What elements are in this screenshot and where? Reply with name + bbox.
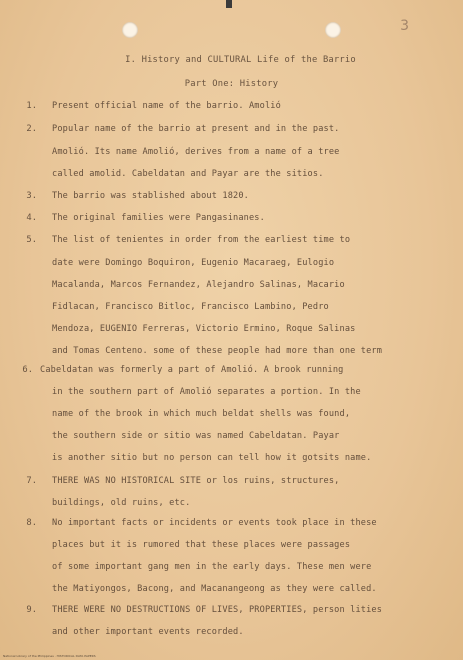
- item-line: The original families were Pangasinanes.: [52, 213, 265, 223]
- item-number: 7.: [26, 476, 37, 486]
- item-line: Popular name of the barrio at present and in the past.: [52, 124, 340, 134]
- item-line: name of the brook in which much beldat shells was found,: [52, 409, 351, 419]
- item-number: 4.: [26, 213, 37, 223]
- item-line: the southern side or sitio was named Cabeldatan. Payar: [52, 431, 340, 441]
- item-line: Cabeldatan was formerly a part of Amolió. A brook running: [40, 365, 344, 375]
- punch-hole-left: [122, 22, 138, 38]
- page-number: 3: [400, 18, 409, 34]
- item-line: of some important gang men in the early days. These men were: [52, 562, 372, 572]
- item-number: 1.: [26, 101, 37, 111]
- item-number: 5.: [26, 235, 37, 245]
- item-number: 8.: [26, 518, 37, 528]
- item-number: 2.: [26, 124, 37, 134]
- item-line: THERE WERE NO DESTRUCTIONS OF LIVES, PROPERTIES, person lities: [52, 605, 383, 615]
- item-line: Macalanda, Marcos Fernandez, Alejandro Salinas, Macario: [52, 280, 345, 290]
- punch-hole-right: [325, 22, 341, 38]
- edge-marker: [226, 0, 232, 8]
- item-line: Fidlacan, Francisco Bitloc, Francisco Lambino, Pedro: [52, 302, 329, 312]
- item-line: The barrio was stablished about 1820.: [52, 191, 249, 201]
- item-line: places but it is rumored that these places were passages: [52, 540, 351, 550]
- section-subtitle: Part One: History: [184, 79, 279, 89]
- item-line: The list of tenientes in order from the earliest time to: [52, 235, 351, 245]
- item-line: and other important events recorded.: [52, 627, 244, 637]
- item-line: THERE WAS NO HISTORICAL SITE or los ruins, structures,: [52, 476, 340, 486]
- item-line: and Tomas Centeno. some of these people had more than one term: [52, 346, 383, 356]
- item-line: called amolid. Cabeldatan and Payar are the sitios.: [52, 169, 324, 179]
- item-line: date were Domingo Boquiron, Eugenio Macaraeg, Eulogio: [52, 258, 335, 268]
- item-number: 9.: [26, 605, 37, 615]
- item-line: Amolió. Its name Amolió, derives from a name of a tree: [52, 147, 340, 157]
- item-line: in the southern part of Amolió separates a portion. In the: [52, 387, 361, 397]
- item-line: is another sitio but no person can tell how it gotsits name.: [52, 453, 372, 463]
- document-title: I. History and CULTURAL Life of the Barrio: [125, 55, 356, 65]
- item-line: Mendoza, EUGENIO Ferreras, Victorio Ermino, Roque Salinas: [52, 324, 356, 334]
- archive-footer: National Library of the Philippines · HISTORICAL DATA PAPERS: [3, 654, 96, 658]
- item-line: Present official name of the barrio. Amolió: [52, 101, 281, 111]
- item-line: No important facts or incidents or events took place in these: [52, 518, 377, 528]
- item-number: 3.: [26, 191, 37, 201]
- item-line: the Matiyongos, Bacong, and Macanangeong as they were called.: [52, 584, 377, 594]
- item-number: 6.: [22, 365, 33, 375]
- item-line: buildings, old ruins, etc.: [52, 498, 191, 508]
